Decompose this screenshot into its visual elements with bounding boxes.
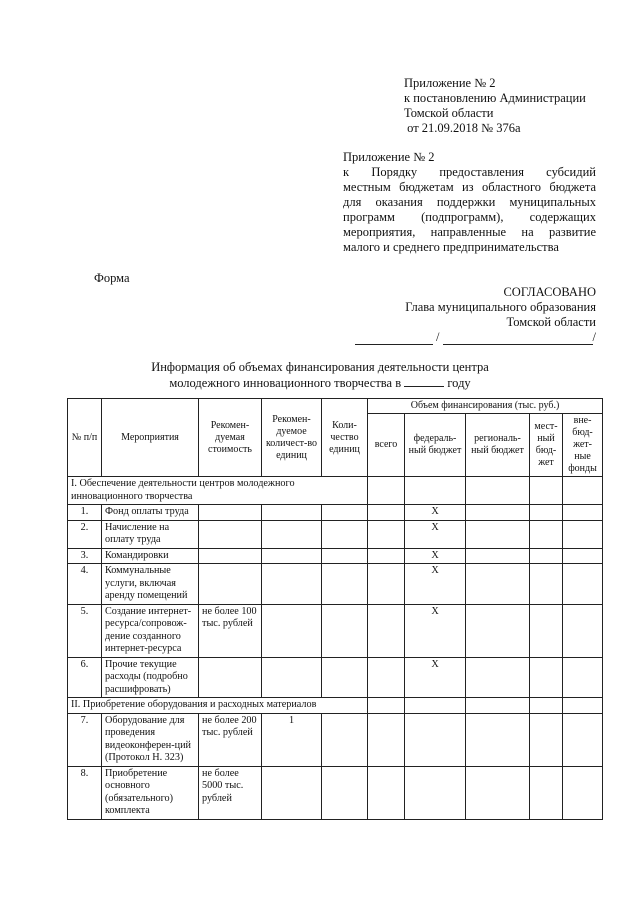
row-num: 1. <box>68 505 102 521</box>
row-num: 8. <box>68 766 102 819</box>
appendix-1-line: Томской области <box>404 106 494 120</box>
approval-position: Глава муниципального образования <box>405 300 596 314</box>
header-local: мест-ный бюд-жет <box>530 414 563 477</box>
appendix-2-header <box>343 150 596 255</box>
row-rec-cost: не более 200 тыс. рублей <box>199 713 262 766</box>
appendix-1-line: Приложение № 2 <box>404 76 496 90</box>
row-rec-cost <box>199 564 262 605</box>
row-rec-cost: не более 100 тыс. рублей <box>199 604 262 657</box>
signature-blank <box>355 332 433 345</box>
row-federal: Х <box>405 505 466 521</box>
appendix-1-line: от 21.09.2018 № 376а <box>404 121 521 135</box>
signature-line <box>330 330 596 345</box>
row-rec-qty <box>262 520 322 548</box>
table-row <box>68 713 603 766</box>
table-row <box>68 657 603 698</box>
row-rec-qty <box>262 564 322 605</box>
row-rec-qty <box>262 766 322 819</box>
row-federal <box>405 766 466 819</box>
row-rec-cost <box>199 548 262 564</box>
title-line-1: Информация об объемах финансирования деятельности центра <box>151 360 489 374</box>
row-federal <box>405 713 466 766</box>
row-federal: Х <box>405 657 466 698</box>
table-row <box>68 548 603 564</box>
row-federal: Х <box>405 520 466 548</box>
row-num: 7. <box>68 713 102 766</box>
appendix-2-line: для оказания поддержки муниципальных <box>343 195 596 209</box>
table-row <box>68 564 603 605</box>
row-num: 5. <box>68 604 102 657</box>
name-blank <box>443 332 593 345</box>
name-separator: / <box>592 330 596 344</box>
row-rec-qty <box>262 505 322 521</box>
appendix-1-line: к постановлению Администрации <box>404 91 586 105</box>
row-event: Фонд оплаты труда <box>102 505 199 521</box>
header-funding: Объем финансирования (тыс. руб.) <box>368 399 603 414</box>
row-event: Оборудование для проведения видеоконферен-ций (Протокол H. 323) <box>102 713 199 766</box>
row-num: 3. <box>68 548 102 564</box>
header-event: Мероприятия <box>102 399 199 477</box>
appendix-2-line: мероприятия, направленные на развитие <box>343 225 596 239</box>
header-qty: Коли-чество единиц <box>322 399 368 477</box>
row-rec-qty: 1 <box>262 713 322 766</box>
row-num: 6. <box>68 657 102 698</box>
appendix-2-line: программ (подпрограмм), содержащих <box>343 210 596 224</box>
row-num: 4. <box>68 564 102 605</box>
row-event: Начисление на оплату труда <box>102 520 199 548</box>
row-event: Командировки <box>102 548 199 564</box>
row-rec-qty <box>262 657 322 698</box>
header-num: № п/п <box>68 399 102 477</box>
appendix-2-line: местным бюджетам из областного бюджета <box>343 180 596 194</box>
approval-title: СОГЛАСОВАНО <box>503 285 596 299</box>
header-federal: федераль-ный бюджет <box>405 414 466 477</box>
header-rec-cost: Рекомен-дуемая стоимость <box>199 399 262 477</box>
row-event: Коммунальные услуги, включая аренду помещений <box>102 564 199 605</box>
title-line-2-prefix: молодежного инновационного творчества в <box>169 376 402 390</box>
row-num: 2. <box>68 520 102 548</box>
appendix-2-line: Приложение № 2 <box>343 150 435 164</box>
row-event: Создание интернет-ресурса/сопровож-дение созданного интернет-ресурса <box>102 604 199 657</box>
appendix-2-line: малого и среднего предпринимательства <box>343 240 559 254</box>
title-line-2 <box>120 375 520 391</box>
row-rec-qty <box>262 548 322 564</box>
row-rec-cost <box>199 505 262 521</box>
row-rec-cost <box>199 520 262 548</box>
document-title <box>120 360 520 391</box>
year-blank <box>404 375 444 387</box>
form-label: Форма <box>94 271 130 285</box>
header-offbudget: вне-бюд-жет-ные фонды <box>563 414 603 477</box>
row-rec-qty <box>262 604 322 657</box>
row-federal: Х <box>405 548 466 564</box>
appendix-1-header <box>404 76 604 136</box>
row-event: Прочие текущие расходы (подробно расшифровать) <box>102 657 199 698</box>
appendix-2-line: к Порядку предоставления субсидий <box>343 165 596 179</box>
row-rec-cost <box>199 657 262 698</box>
table-row <box>68 520 603 548</box>
title-line-2-suffix: году <box>447 376 471 390</box>
row-rec-cost: не более 5000 тыс. рублей <box>199 766 262 819</box>
header-total: всего <box>368 414 405 477</box>
table-row <box>68 766 603 819</box>
section-2-heading: II. Приобретение оборудования и расходных материалов <box>68 698 368 714</box>
section-1-heading: I. Обеспечение деятельности центров молодежного инновационного творчества <box>68 477 368 505</box>
header-rec-qty: Рекомен-дуемое количест-во единиц <box>262 399 322 477</box>
table-row <box>68 505 603 521</box>
table-row <box>68 604 603 657</box>
header-regional: региональ-ный бюджет <box>466 414 530 477</box>
approval-region: Томской области <box>506 315 596 329</box>
row-federal: Х <box>405 604 466 657</box>
funding-table <box>67 398 603 820</box>
signature-separator: / <box>436 330 440 344</box>
approval-block <box>330 285 596 345</box>
row-event: Приобретение основного (обязательного) комплекта <box>102 766 199 819</box>
row-federal: Х <box>405 564 466 605</box>
